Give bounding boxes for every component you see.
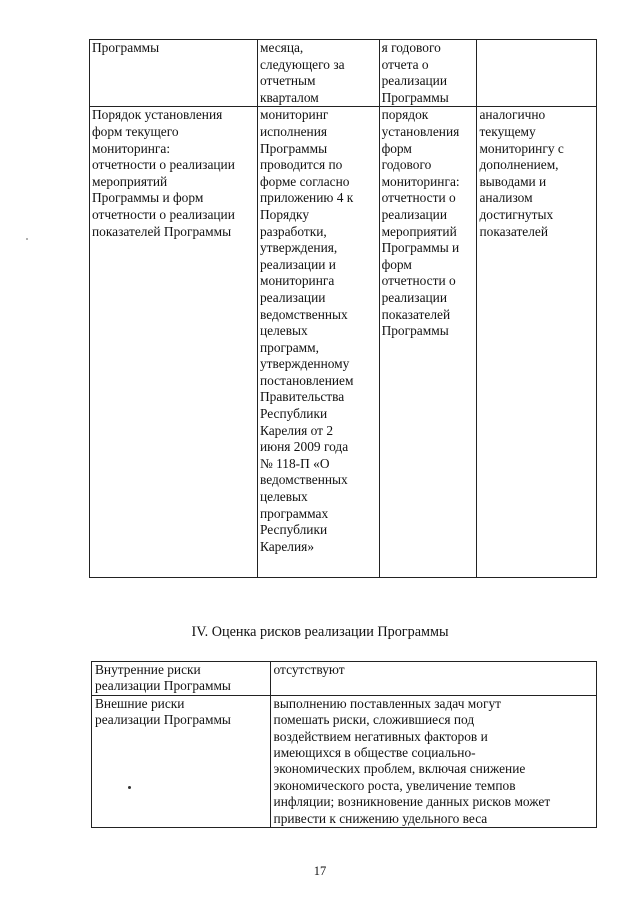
program-monitoring-table [89,39,597,578]
table-row [92,695,597,827]
risk-assessment-table [91,661,597,828]
scan-speck [128,786,131,789]
table-cell: мониторинг исполнения Программы проводится по форме согласно приложению 4 к Порядку разработки, утверждения, реализации и мониторинга реализации ведомственных целевых программ, утвержденному постановлением Правительства Республики Карелия от 2 июня 2009 года № 118-П «О ведомственных целевых программах Республики Карелия» [257,107,379,578]
table-cell: отсутствуют [270,662,596,696]
table-row [90,40,597,107]
scan-speck [26,238,28,240]
table-cell: порядок установления форм годового мониторинга: отчетности о реализации мероприятий Программы и форм отчетности о реализации показателей Программы [379,107,477,578]
table-cell: я годового отчета о реализации Программы [379,40,477,107]
table-cell: аналогично текущему мониторингу с дополнением, выводами и анализом достигнутых показателей [477,107,597,578]
table-cell: месяца, следующего за отчетным кварталом [257,40,379,107]
table-cell: Программы [90,40,258,107]
page-number: 17 [313,864,327,878]
table-cell: Внутренние риски реализации Программы [92,662,271,696]
table-row [92,662,597,696]
table-cell: Внешние риски реализации Программы [92,695,271,827]
table-cell: Порядок установления форм текущего мониторинга: отчетности о реализации мероприятий Программы и форм отчетности о реализации показателей Программы [90,107,258,578]
section-title: IV. Оценка рисков реализации Программы [191,624,449,640]
table-row [90,107,597,578]
table-cell: выполнению поставленных задач могут помешать риски, сложившиеся под воздействием негативных факторов и имеющихся в обществе социально- экономических проблем, включая снижение экономического роста, увеличение темпов инфляции; возникновение данных рисков может привести к снижению удельного веса [270,695,596,827]
table-cell [477,40,597,107]
